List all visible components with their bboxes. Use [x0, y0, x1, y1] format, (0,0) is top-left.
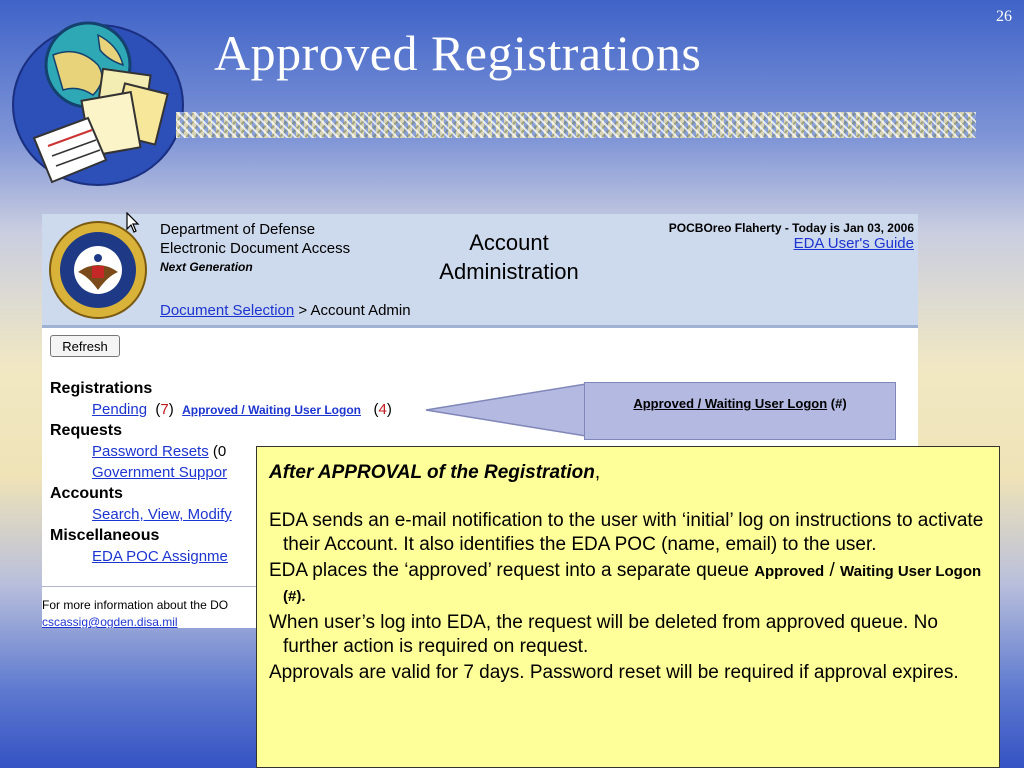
slide-title: Approved Registrations — [214, 25, 702, 81]
note-paragraph-3: When user’s log into EDA, the request will be deleted from approved queue. No further action is required on request. — [269, 612, 938, 657]
note-paragraph-1: EDA sends an e-mail notification to the user with ‘initial’ log on instructions to activate their Account. It also identifies the EDA POC (name, email) to the user. — [269, 510, 984, 555]
explanation-note — [256, 446, 1000, 768]
government-support-link[interactable]: Government Suppor — [92, 464, 228, 481]
page-title — [414, 228, 604, 286]
page-title-line-1: Account — [469, 230, 549, 255]
breadcrumb-current: Account Admin — [310, 302, 411, 319]
note-paragraph-2: EDA places the ‘approved’ request into a separate queue Approved / Waiting User Logon (#). — [269, 560, 982, 605]
section-requests: Requests — [50, 422, 123, 439]
user-info — [669, 220, 914, 252]
users-guide-link[interactable]: EDA User's Guide — [793, 235, 914, 252]
search-view-modify-link[interactable]: Search, View, Modify — [92, 506, 232, 523]
note-heading: After APPROVAL of the Registration, — [269, 462, 601, 483]
decorative-pattern-bar — [176, 112, 976, 138]
callout-link[interactable]: Approved / Waiting User Logon — [633, 396, 828, 411]
callout-arrow — [424, 382, 586, 438]
pointer-arrow-icon — [126, 212, 140, 234]
note-paragraph-4: Approvals are valid for 7 days. Password reset will be required if approval expires. — [269, 662, 959, 683]
breadcrumb-separator: > — [298, 302, 308, 319]
callout-suffix: (#) — [830, 396, 847, 411]
breadcrumb-document-selection[interactable]: Document Selection — [160, 302, 295, 319]
footer-email-link[interactable]: cscassig@ogden.disa.mil — [42, 615, 178, 628]
dept-line-1: Department of Defense — [160, 221, 316, 238]
password-resets-link[interactable]: Password Resets — [92, 443, 209, 460]
dod-seal-icon — [48, 220, 148, 320]
password-resets-count: (0 — [212, 443, 227, 460]
breadcrumb — [160, 302, 411, 319]
section-registrations: Registrations — [50, 380, 153, 397]
dept-line-2: Electronic Document Access — [160, 240, 351, 257]
globe-documents-icon — [8, 10, 188, 190]
pending-count: (7) — [151, 401, 178, 418]
section-miscellaneous: Miscellaneous — [50, 527, 160, 544]
dept-line-3: Next Generation — [160, 260, 253, 274]
pending-link[interactable]: Pending — [92, 401, 148, 418]
department-name — [160, 220, 350, 277]
footer-info-text: For more information about the DO — [42, 598, 229, 612]
page-title-line-2: Administration — [439, 259, 579, 284]
page-header — [42, 214, 918, 328]
section-accounts: Accounts — [50, 485, 123, 502]
slide-number: 26 — [996, 8, 1012, 25]
user-status-line: POCBOreo Flaherty - Today is Jan 03, 2006 — [668, 221, 914, 235]
approved-count: (4) — [365, 401, 392, 418]
callout-box — [584, 382, 896, 440]
eda-poc-assignment-link[interactable]: EDA POC Assignme — [92, 548, 228, 565]
approved-waiting-link[interactable]: Approved / Waiting User Logon — [182, 403, 361, 417]
refresh-button[interactable]: Refresh — [50, 335, 120, 357]
